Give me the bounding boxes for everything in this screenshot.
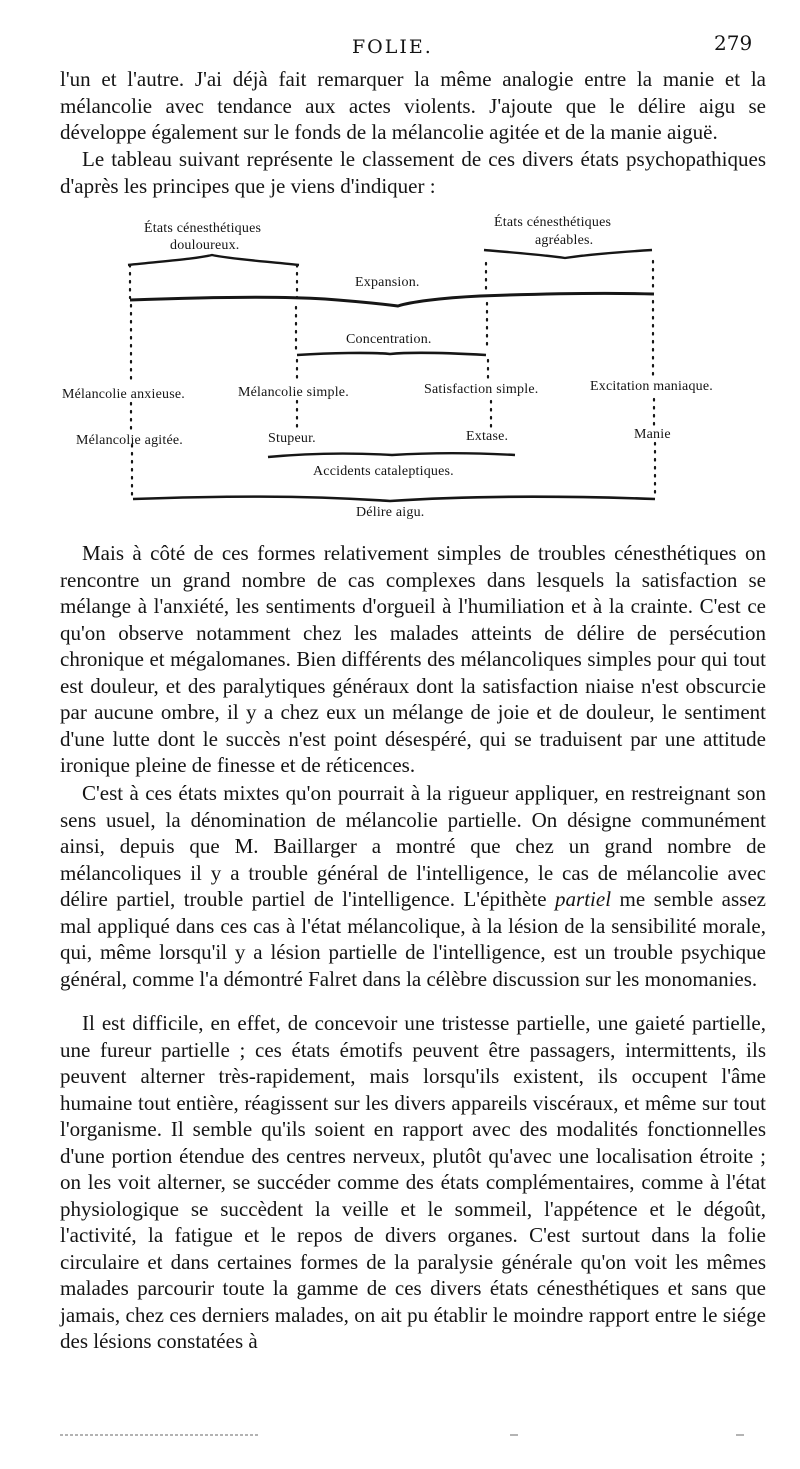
label-delire-aigu: Délire aigu. <box>356 505 425 520</box>
paragraph-2: Le tableau suivant représente le classement de ces divers états psychopathiques d'après les principes que je viens d'indiquer : <box>60 147 766 198</box>
paragraph-4-text-b: me semble assez mal appliqué dans ces cas à l'état mélancolique, à la lésion de la sensibilité morale, qui, même lorsqu'il y a lésion partielle de l'intelligence, est un trouble psychique général, comme l'a démontré Falret dans la célèbre discussion sur les monomanies. <box>60 887 766 991</box>
paragraph-5: Il est difficile, en effet, de concevoir une tristesse partielle, une gaieté partielle, une fureur partielle ; ces états émotifs peuvent être passagers, intermittents, ils peuvent alterner très-rapidement, mais lorsqu'ils existent, ils occupent l'âme humaine tout entière, réagissent sur les divers appareils viscéraux, et même sur tout l'organisme. Il semble qu'ils soient en rapport avec des modalités fonctionnelles d'une portion étendue des centres nerveux, plutôt qu'avec une localisation étroite ; on les voit alterner, se succéder comme des états complémentaires, comme à l'état physiologique se succèdent la veille et le sommeil, l'appétence et le dégoût, l'activité, la fatigue et le repos de divers organes. C'est surtout dans la folie circulaire et dans certaines formes de la paralysie générale qu'on voit les mêmes malades parcourir toute la gamme de ces divers états cénesthétiques et sans que jamais, chez ces derniers malades, on ait pu établir le moindre rapport entre le siége des lésions constatées à <box>60 1011 766 1353</box>
brace-cataleptic <box>268 453 515 457</box>
label-melancolie-agitee: Mélancolie agitée. <box>76 433 183 448</box>
paragraph-3: Mais à côté de ces formes relativement simples de troubles cénesthétiques on rencontre un grand nombre de cas complexes dans lesquels la satisfaction se mélange à l'anxiété, les sentiments d'orgueil à l'humiliation et à la crainte. C'est ce qu'on observe notamment chez les malades atteints de délire de persécution chronique et mégalomanes. Bien différents des mélancoliques simples pour qui tout est douleur, et des paralytiques généraux dont la satisfaction niaise n'est obscurcie par aucune ombre, il y a chez eux un mélange de joie et de douleur, le sentiment d'une lutte dont le succès n'est point désespéré, qui se traduisent par une attitude ironique pleine de finesse et de réticences. <box>60 541 766 777</box>
label-manie: Manie <box>634 427 671 442</box>
label-pleasant-line2: agréables. <box>535 233 594 248</box>
label-satisfaction-simple: Satisfaction simple. <box>424 382 539 397</box>
label-concentration: Concentration. <box>346 332 432 347</box>
label-painful-line1: États cénesthétiques <box>144 221 262 236</box>
label-melancolie-anxieuse: Mélancolie anxieuse. <box>62 387 185 402</box>
page-number: 279 <box>714 31 753 55</box>
footer-scan-marks <box>60 1432 750 1438</box>
paragraph-4-text-a: C'est à ces états mixtes qu'on pourrait à la rigueur appliquer, en restreignant son sens usuel, la dénomination de mélancolie partielle. On désigne communément ainsi, depuis que M. Baillarger a montré que chez un grand nombre de mélancoliques il y a trouble général de l'intelligence, le cas de mélancolie avec délire partiel, trouble partiel de l'intelligence. L'épithète <box>60 781 766 911</box>
paragraph-4 <box>60 780 766 992</box>
brace-pleasant <box>484 250 652 258</box>
brace-delire-aigu <box>133 497 655 501</box>
brace-expansion <box>130 293 654 306</box>
label-expansion: Expansion. <box>355 275 420 290</box>
paragraph-1: l'un et l'autre. J'ai déjà fait remarquer la même analogie entre la manie et la mélancolie avec tendance aux actes violents. J'ajoute que le délire aigu se développe également sur le fonds de la mélancolie agitée et de la manie aiguë. <box>60 67 766 144</box>
paragraph-4-emphasis: partiel <box>555 887 612 911</box>
label-accidents-cataleptiques: Accidents cataleptiques. <box>313 464 454 479</box>
label-extase: Extase. <box>466 429 509 444</box>
label-excitation-maniaque: Excitation maniaque. <box>590 379 713 394</box>
label-painful-line2: douloureux. <box>170 238 240 253</box>
running-header-title: FOLIE. <box>352 36 433 58</box>
brace-concentration <box>297 353 486 355</box>
brace-painful <box>128 255 299 265</box>
label-melancolie-simple: Mélancolie simple. <box>238 385 349 400</box>
label-stupeur: Stupeur. <box>268 431 316 446</box>
label-pleasant-line1: États cénesthétiques <box>494 215 612 230</box>
classification-diagram <box>0 205 800 525</box>
